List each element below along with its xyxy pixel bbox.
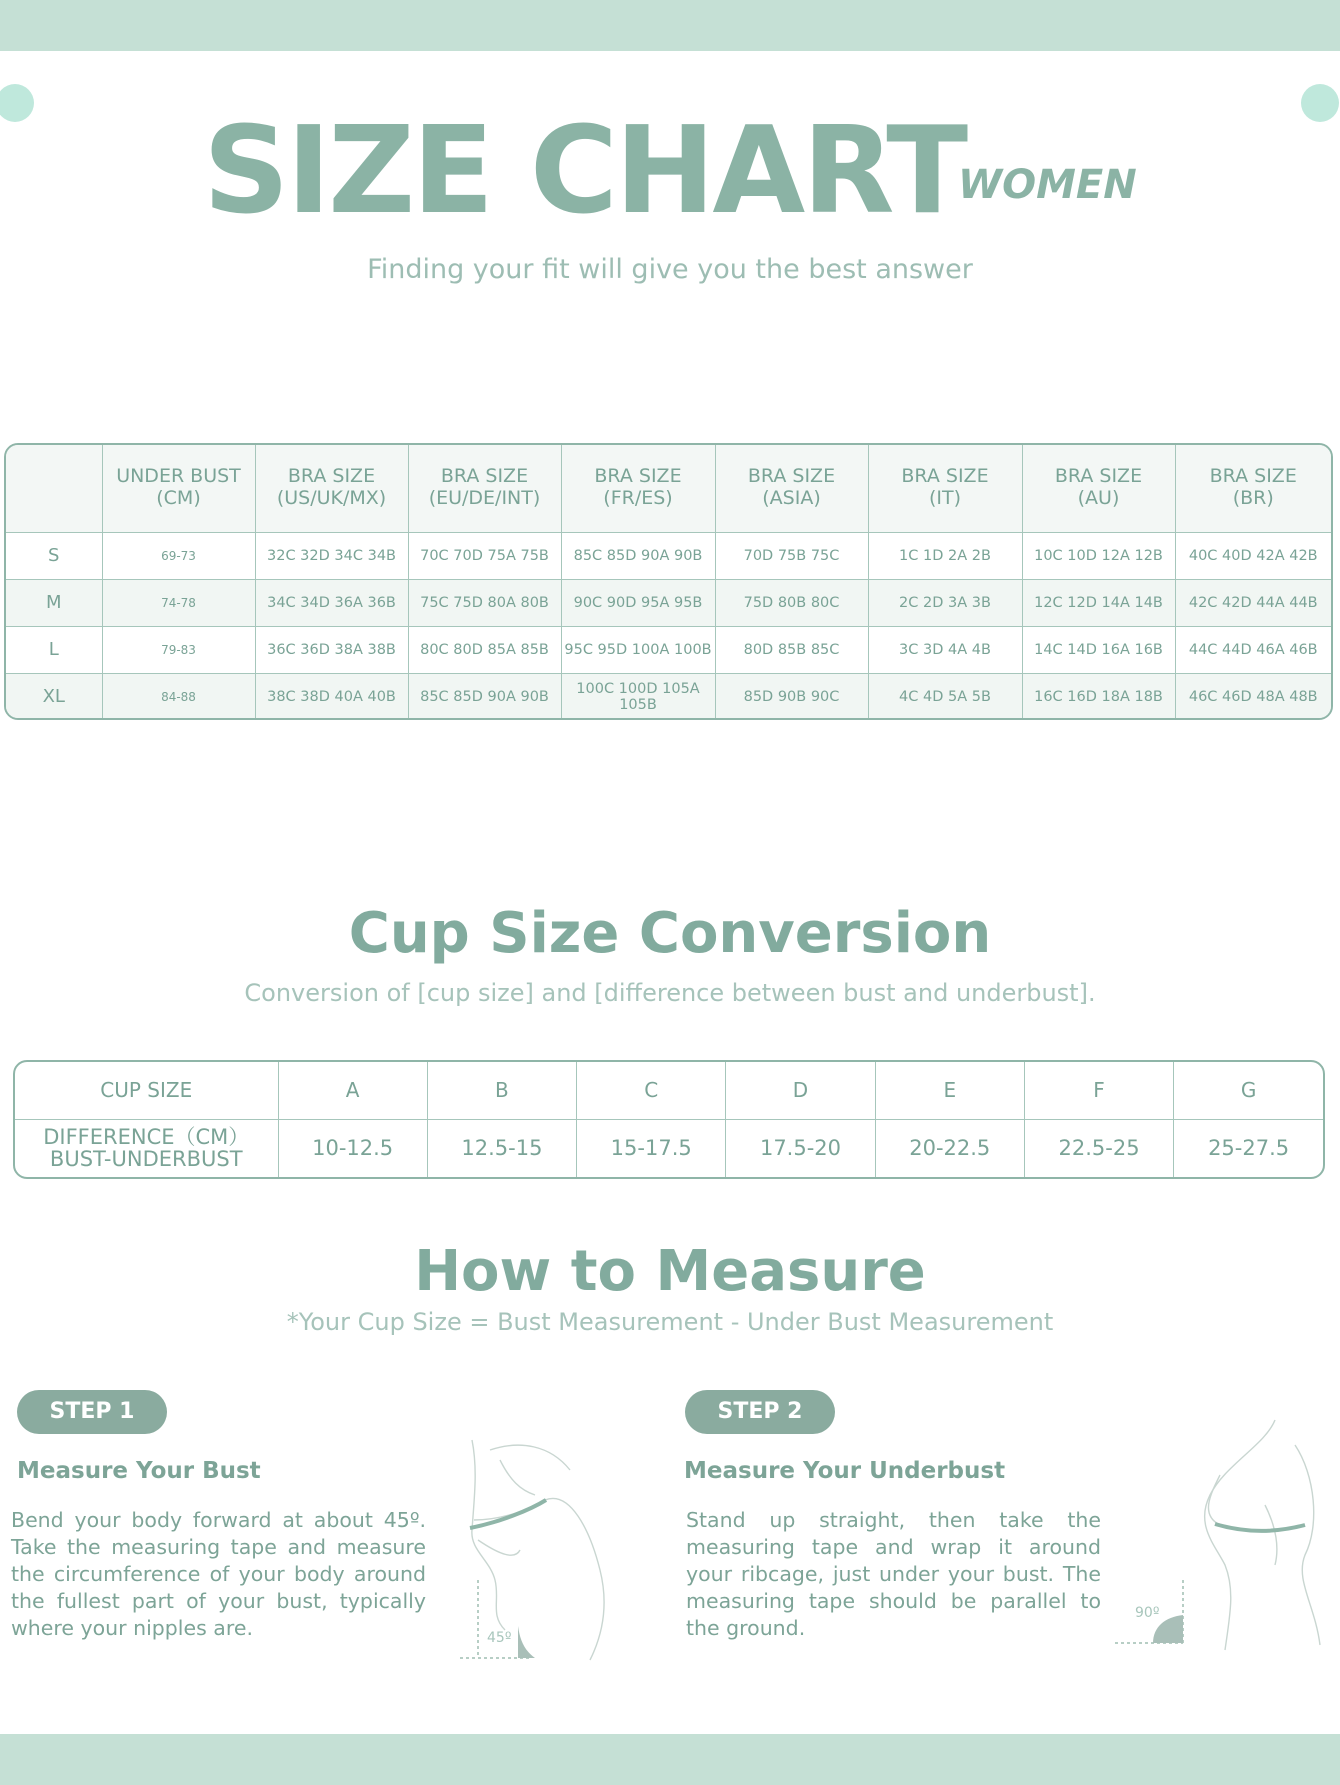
difference-cell: 25-27.5	[1174, 1119, 1323, 1177]
step1-angle-label: 45º	[487, 1630, 512, 1646]
difference-cell: 12.5-15	[427, 1119, 576, 1177]
header-cell: UNDER BUST (CM)	[102, 445, 255, 532]
difference-cell: 10-12.5	[278, 1119, 427, 1177]
cup-cell: F	[1024, 1062, 1173, 1119]
header-cell: BRA SIZE (FR/ES)	[561, 445, 715, 532]
step1-title: Measure Your Bust	[17, 1458, 261, 1484]
table-cell: 12C 12D 14A 14B	[1022, 579, 1175, 626]
cup-section-title: Cup Size Conversion	[348, 901, 992, 966]
header-cell: BRA SIZE (US/UK/MX)	[255, 445, 408, 532]
difference-cell: 17.5-20	[726, 1119, 875, 1177]
table-cell: 80C 80D 85A 85B	[408, 626, 561, 673]
difference-cell: 20-22.5	[875, 1119, 1024, 1177]
table-cell: 14C 14D 16A 16B	[1022, 626, 1175, 673]
measure-section-description: *Your Cup Size = Bust Measurement - Under Bust Measurement	[286, 1308, 1054, 1336]
header-cell: BRA SIZE (AU)	[1022, 445, 1175, 532]
table-cell: 100C 100D 105A 105B	[561, 673, 715, 720]
table-cell: 10C 10D 12A 12B	[1022, 532, 1175, 579]
table-row	[6, 579, 1331, 626]
table-cell: 95C 95D 100A 100B	[561, 626, 715, 673]
cup-cell: E	[875, 1062, 1024, 1119]
size-label: S	[6, 532, 102, 579]
size-table	[4, 443, 1333, 720]
table-cell: 69-73	[102, 532, 255, 579]
page-title-tag: WOMEN	[958, 162, 1137, 208]
table-cell: 75D 80B 80C	[715, 579, 868, 626]
table-row	[6, 532, 1331, 579]
step2-text: Stand up straight, then take the measuring tape and wrap it around your ribcage, just under your bust. The measuring tape should be parallel to the ground.	[686, 1508, 1101, 1640]
cup-cell: G	[1174, 1062, 1323, 1119]
table-cell: 2C 2D 3A 3B	[868, 579, 1022, 626]
table-cell: 46C 46D 48A 48B	[1175, 673, 1331, 720]
bottom-band	[0, 1734, 1340, 1785]
header-cell: BRA SIZE (BR)	[1175, 445, 1331, 532]
table-cell: 85C 85D 90A 90B	[561, 532, 715, 579]
page-title: SIZE CHART	[203, 102, 966, 241]
table-cell: 36C 36D 38A 38B	[255, 626, 408, 673]
table-cell: 42C 42D 44A 44B	[1175, 579, 1331, 626]
table-cell: 85D 90B 90C	[715, 673, 868, 720]
table-cell: 79-83	[102, 626, 255, 673]
cup-row-label: CUP SIZE	[15, 1062, 278, 1119]
table-cell: 3C 3D 4A 4B	[868, 626, 1022, 673]
measure-section-title: How to Measure	[414, 1239, 926, 1304]
page-subtitle: Finding your fit will give you the best answer	[367, 254, 973, 285]
step2-angle-label: 90º	[1135, 1605, 1160, 1621]
table-cell: 74-78	[102, 579, 255, 626]
table-cell: 38C 38D 40A 40B	[255, 673, 408, 720]
table-cell: 16C 16D 18A 18B	[1022, 673, 1175, 720]
difference-row-label: DIFFERENCE（CM） BUST-UNDERBUST	[15, 1119, 278, 1177]
table-cell: 1C 1D 2A 2B	[868, 532, 1022, 579]
step1-badge: STEP 1	[17, 1390, 167, 1434]
cup-cell: C	[577, 1062, 726, 1119]
difference-cell: 15-17.5	[577, 1119, 726, 1177]
step1-text: Bend your body forward at about 45º. Take the measuring tape and measure the circumference of your body around the fullest part of your bust, typically where your nipples are.	[11, 1508, 426, 1640]
cup-table	[13, 1060, 1325, 1179]
cup-section-description: Conversion of [cup size] and [difference between bust and underbust].	[244, 979, 1096, 1007]
table-cell: 90C 90D 95A 95B	[561, 579, 715, 626]
header-cell: BRA SIZE (IT)	[868, 445, 1022, 532]
top-band	[0, 0, 1340, 51]
table-cell: 70C 70D 75A 75B	[408, 532, 561, 579]
header-cell	[6, 445, 102, 532]
size-label: XL	[6, 673, 102, 720]
step2-title: Measure Your Underbust	[684, 1458, 1006, 1484]
size-label: M	[6, 579, 102, 626]
table-cell: 85C 85D 90A 90B	[408, 673, 561, 720]
table-cell: 4C 4D 5A 5B	[868, 673, 1022, 720]
table-cell: 32C 32D 34C 34B	[255, 532, 408, 579]
size-label: L	[6, 626, 102, 673]
table-cell: 80D 85B 85C	[715, 626, 868, 673]
decorative-dot-right	[1301, 84, 1339, 122]
table-row	[6, 626, 1331, 673]
difference-row	[15, 1119, 1323, 1177]
size-table-header	[6, 445, 1331, 532]
step2-badge: STEP 2	[685, 1390, 835, 1434]
header-cell: BRA SIZE (EU/DE/INT)	[408, 445, 561, 532]
table-cell: 70D 75B 75C	[715, 532, 868, 579]
header-cell: BRA SIZE (ASIA)	[715, 445, 868, 532]
table-cell: 40C 40D 42A 42B	[1175, 532, 1331, 579]
cup-row	[15, 1062, 1323, 1119]
table-cell: 75C 75D 80A 80B	[408, 579, 561, 626]
cup-cell: B	[427, 1062, 576, 1119]
cup-cell: D	[726, 1062, 875, 1119]
table-cell: 84-88	[102, 673, 255, 720]
difference-cell: 22.5-25	[1024, 1119, 1173, 1177]
table-cell: 44C 44D 46A 46B	[1175, 626, 1331, 673]
table-row	[6, 673, 1331, 720]
table-cell: 34C 34D 36A 36B	[255, 579, 408, 626]
cup-cell: A	[278, 1062, 427, 1119]
decorative-dot-left	[0, 84, 34, 122]
